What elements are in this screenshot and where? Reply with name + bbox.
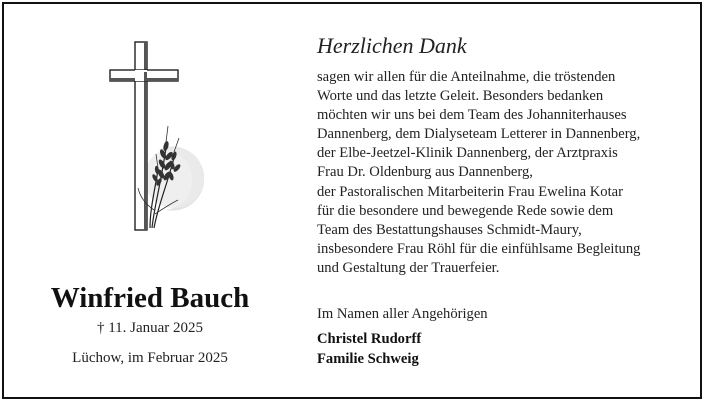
place-and-date: Lüchow, im Februar 2025	[72, 350, 228, 366]
text-line: der Elbe-Jeetzel-Klinik Dannenberg, der Arztpraxis	[317, 145, 618, 162]
cross-with-wheat-icon	[108, 38, 204, 234]
text-line: und Gestaltung der Trauerfeier.	[317, 259, 500, 276]
text-line: Team des Bestattungshauses Schmidt-Maury,	[317, 221, 582, 238]
text-line: Frau Dr. Oldenburg aus Dannenberg,	[317, 164, 533, 181]
deceased-name: Winfried Bauch	[50, 282, 250, 314]
signature-name: Christel Rudorff	[317, 331, 422, 347]
signature-intro: Im Namen aller Angehörigen	[317, 306, 488, 322]
text-line: Worte und das letzte Geleit. Besonders bedanken	[317, 88, 604, 105]
notice-heading: Herzlichen Dank	[317, 33, 467, 58]
text-line: für die besondere und bewegende Rede sowie dem	[317, 202, 614, 219]
text-line: der Pastoralischen Mitarbeiterin Frau Ewelina Kotar	[317, 183, 623, 200]
text-line: insbesondere Frau Röhl für die einfühlsame Begleitung	[317, 240, 641, 257]
text-line: sagen wir allen für die Anteilnahme, die tröstenden	[317, 69, 616, 85]
thank-you-text	[317, 68, 697, 278]
death-date: † 11. Januar 2025	[96, 320, 204, 336]
text-line: möchten wir uns bei dem Team des Johanniterhauses	[317, 107, 627, 124]
signature-family: Familie Schweig	[317, 351, 419, 367]
text-line: Dannenberg, dem Dialyseteam Letterer in Dannenberg,	[317, 126, 641, 143]
